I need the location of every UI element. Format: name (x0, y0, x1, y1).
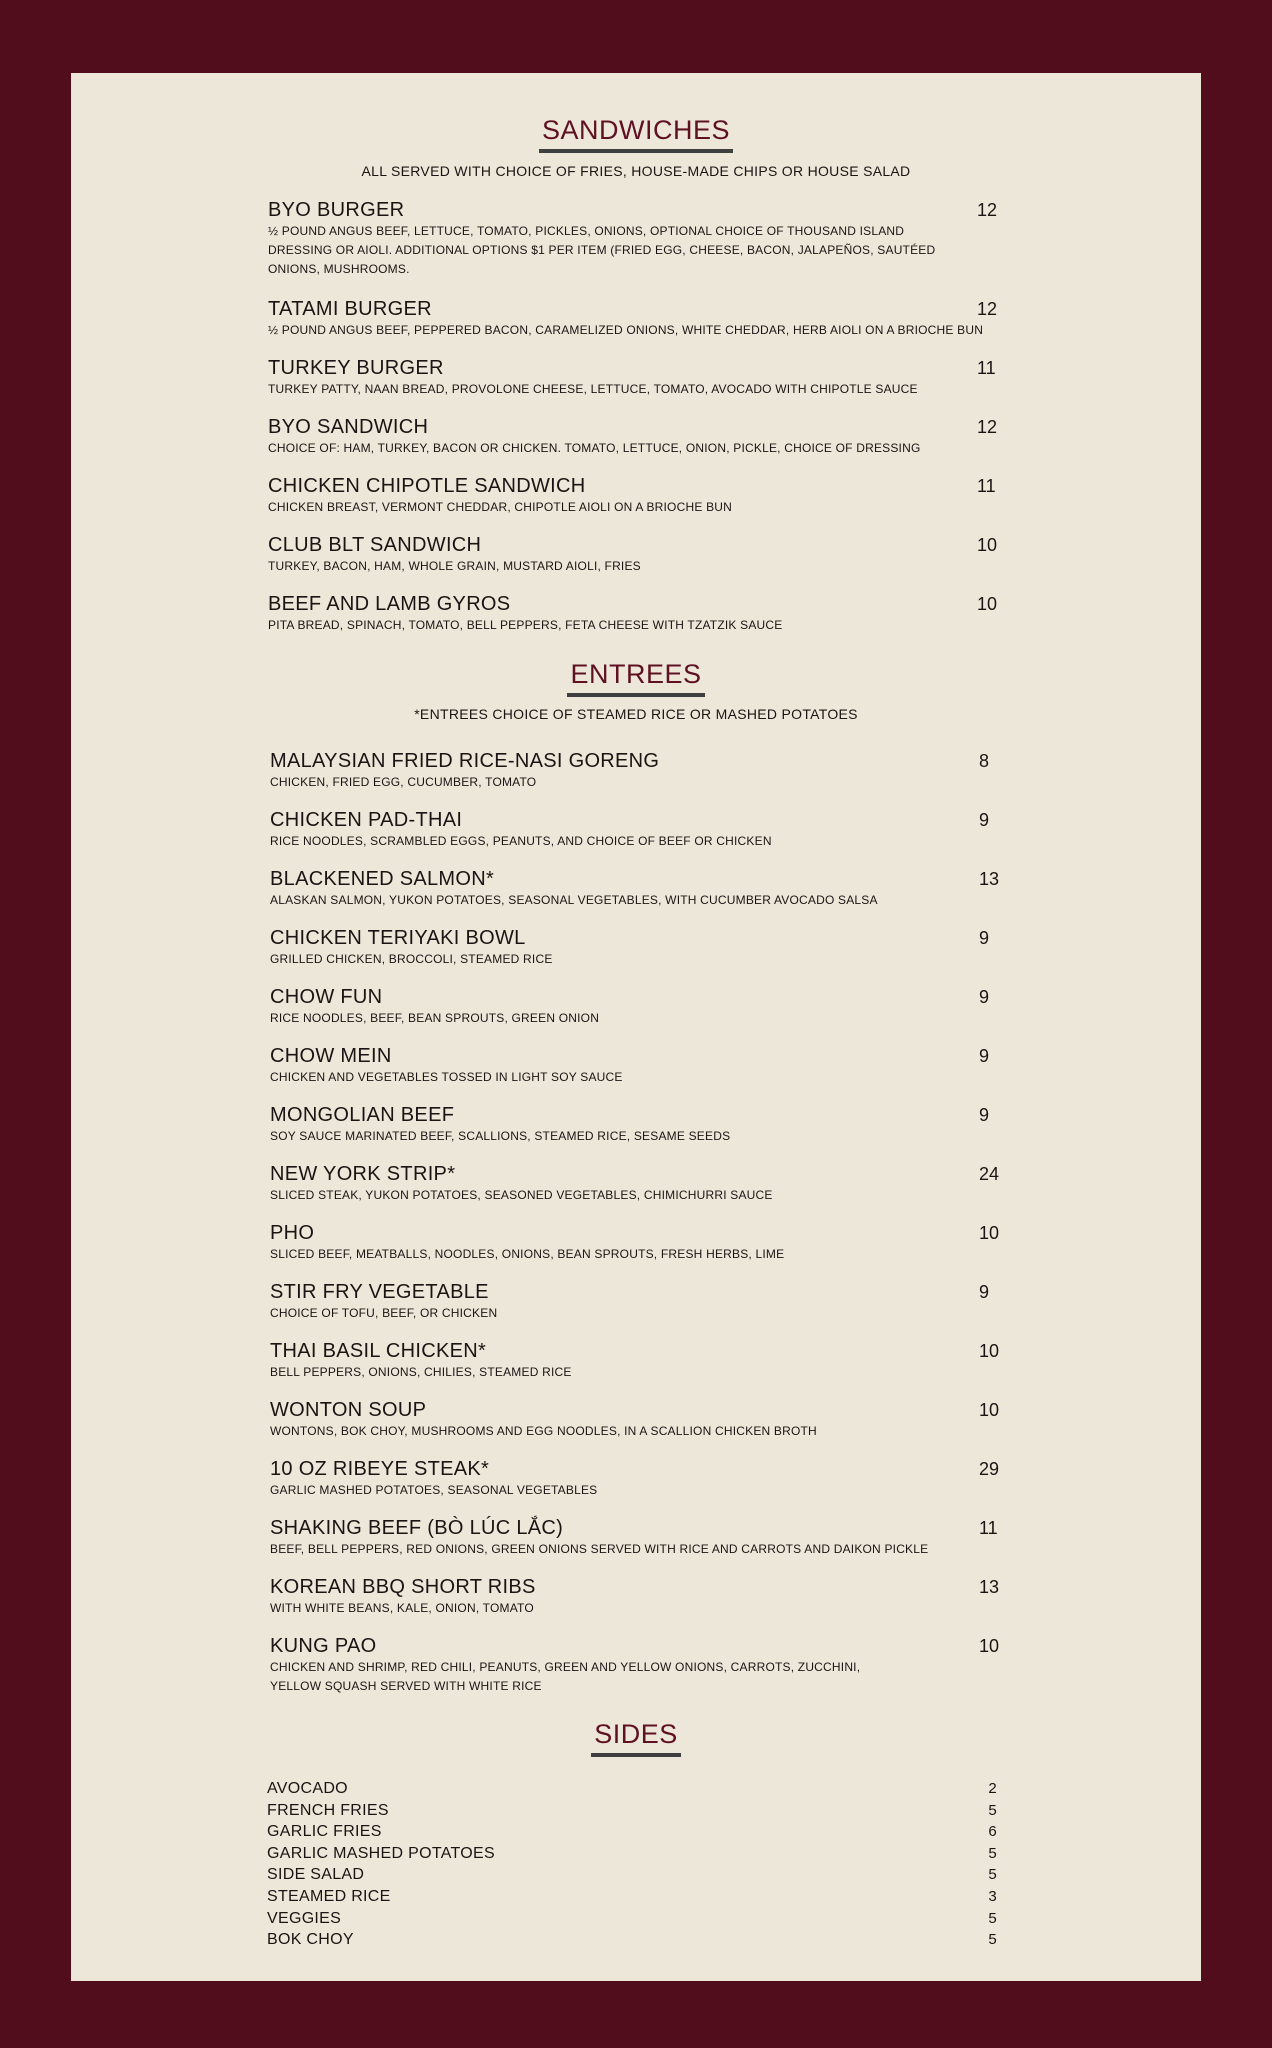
item-name: BYO BURGER (268, 199, 405, 221)
menu-item (270, 1281, 1035, 1323)
entrees-header (71, 659, 1201, 697)
entrees-title: ENTREES (567, 659, 704, 697)
sides-list (267, 1778, 997, 1951)
item-price: 10 (977, 535, 998, 555)
sandwiches-note: ALL SERVED WITH CHOICE OF FRIES, HOUSE-MADE CHIPS OR HOUSE SALAD (361, 163, 911, 179)
side-price: 3 (988, 1887, 997, 1905)
item-price: 11 (977, 358, 996, 378)
item-description: SLICED BEEF, MEATBALLS, NOODLES, ONIONS, BEAN SPROUTS, FRESH HERBS, LIME (270, 1247, 785, 1261)
sides-title: SIDES (591, 1719, 681, 1757)
side-item (267, 1778, 997, 1800)
item-description: ALASKAN SALMON, YUKON POTATOES, SEASONAL VEGETABLES, WITH CUCUMBER AVOCADO SALSA (270, 893, 878, 907)
side-price: 5 (988, 1844, 997, 1862)
menu-item (270, 1458, 1035, 1500)
item-description: ½ POUND ANGUS BEEF, PEPPERED BACON, CARAMELIZED ONIONS, WHITE CHEDDAR, HERB AIOLI ON A BRIOCHE BUN (268, 323, 984, 337)
item-name: BLACKENED SALMON* (270, 868, 495, 890)
menu-item (268, 416, 1033, 458)
item-name: 10 OZ RIBEYE STEAK* (270, 1458, 490, 1480)
item-name: CHICKEN TERIYAKI BOWL (270, 927, 526, 949)
side-item (267, 1929, 997, 1951)
menu-item (270, 1576, 1035, 1618)
item-price: 9 (979, 1046, 990, 1066)
item-description: SLICED STEAK, YUKON POTATOES, SEASONED VEGETABLES, CHIMICHURRI SAUCE (270, 1188, 773, 1202)
menu-item (268, 357, 1033, 399)
item-name: BEEF AND LAMB GYROS (268, 593, 511, 615)
item-description: BEEF, BELL PEPPERS, RED ONIONS, GREEN ONIONS SERVED WITH RICE AND CARROTS AND DAIKON PICKLE (270, 1542, 929, 1556)
item-price: 10 (979, 1400, 1000, 1420)
item-description: WONTONS, BOK CHOY, MUSHROOMS AND EGG NOODLES, IN A SCALLION CHICKEN BROTH (270, 1424, 817, 1438)
menu-item (270, 750, 1035, 792)
side-price: 5 (988, 1931, 997, 1949)
menu-item (270, 1399, 1035, 1441)
item-name: CLUB BLT SANDWICH (268, 534, 482, 556)
item-description: RICE NOODLES, BEEF, BEAN SPROUTS, GREEN ONION (270, 1011, 600, 1025)
sandwiches-header (71, 115, 1201, 153)
item-price: 11 (979, 1518, 998, 1538)
item-price: 12 (977, 200, 998, 220)
item-price: 8 (979, 751, 990, 771)
menu-item (270, 1517, 1035, 1559)
item-description: WITH WHITE BEANS, KALE, ONION, TOMATO (270, 1601, 534, 1615)
menu-item (270, 986, 1035, 1028)
side-item (267, 1843, 997, 1865)
side-price: 5 (988, 1866, 997, 1884)
item-description: ½ POUND ANGUS BEEF, LETTUCE, TOMATO, PICKLES, ONIONS, OPTIONAL CHOICE OF THOUSAND ISLAND DRESSING OR AIOLI. ADDITIONAL OPTIONS $1 PER ITEM (FRIED EGG, CHEESE, BACON, JALAPEÑOS, SAUTÉED ONIONS, MUSHROOMS. (268, 224, 936, 276)
item-name: CHICKEN CHIPOTLE SANDWICH (268, 475, 586, 497)
menu-item (270, 1045, 1035, 1087)
item-price: 9 (979, 810, 990, 830)
side-name: GARLIC MASHED POTATOES (267, 1844, 495, 1862)
item-description: TURKEY PATTY, NAAN BREAD, PROVOLONE CHEESE, LETTUCE, TOMATO, AVOCADO WITH CHIPOTLE SAUCE (268, 382, 918, 396)
item-price: 24 (979, 1164, 1000, 1184)
side-item (267, 1908, 997, 1930)
item-price: 11 (977, 476, 996, 496)
item-price: 9 (979, 987, 990, 1007)
menu-item (270, 1163, 1035, 1205)
menu-item (270, 1340, 1035, 1382)
menu-item (270, 809, 1035, 851)
side-name: AVOCADO (267, 1780, 348, 1797)
item-name: STIR FRY VEGETABLE (270, 1281, 489, 1303)
item-name: CHOW FUN (270, 986, 383, 1008)
side-price: 5 (988, 1909, 997, 1927)
item-description: GARLIC MASHED POTATOES, SEASONAL VEGETABLES (270, 1483, 598, 1497)
item-description: CHICKEN, FRIED EGG, CUCUMBER, TOMATO (270, 775, 537, 789)
item-name: TATAMI BURGER (268, 298, 432, 320)
sides-header (71, 1719, 1201, 1757)
side-item (267, 1886, 997, 1908)
side-name: BOK CHOY (267, 1931, 354, 1949)
side-price: 6 (988, 1823, 997, 1841)
entrees-note: *ENTREES CHOICE OF STEAMED RICE OR MASHED POTATOES (414, 706, 858, 722)
item-price: 9 (979, 1105, 990, 1125)
menu-item (268, 298, 1033, 340)
item-name: NEW YORK STRIP* (270, 1163, 456, 1185)
item-description: CHICKEN BREAST, VERMONT CHEDDAR, CHIPOTLE AIOLI ON A BRIOCHE BUN (268, 500, 733, 514)
menu-item (268, 534, 1033, 576)
menu-item (270, 868, 1035, 910)
side-name: VEGGIES (267, 1909, 342, 1927)
item-name: KOREAN BBQ SHORT RIBS (270, 1576, 536, 1598)
item-name: SHAKING BEEF (BÒ LÚC LẮC) (270, 1517, 564, 1539)
side-item (267, 1800, 997, 1822)
item-price: 13 (979, 869, 1000, 889)
item-price: 9 (979, 928, 990, 948)
menu-item (268, 593, 1033, 635)
item-name: TURKEY BURGER (268, 357, 444, 379)
side-price: 5 (988, 1801, 997, 1819)
item-price: 12 (977, 417, 998, 437)
menu-item (270, 927, 1035, 969)
item-price: 29 (979, 1459, 1000, 1479)
item-price: 12 (977, 299, 998, 319)
side-name: FRENCH FRIES (267, 1801, 389, 1819)
item-price: 10 (979, 1636, 1000, 1656)
item-name: MALAYSIAN FRIED RICE-NASI GORENG (270, 750, 660, 772)
item-name: BYO SANDWICH (268, 416, 429, 438)
sandwiches-title: SANDWICHES (539, 115, 733, 153)
item-name: PHO (270, 1222, 315, 1244)
item-price: 9 (979, 1282, 990, 1302)
item-name: CHOW MEIN (270, 1045, 392, 1067)
item-price: 10 (977, 594, 998, 614)
item-description: GRILLED CHICKEN, BROCCOLI, STEAMED RICE (270, 952, 553, 966)
item-description: TURKEY, BACON, HAM, WHOLE GRAIN, MUSTARD AIOLI, FRIES (268, 559, 641, 573)
side-item (267, 1821, 997, 1843)
item-name: CHICKEN PAD-THAI (270, 809, 463, 831)
item-price: 10 (979, 1341, 1000, 1361)
item-name: KUNG PAO (270, 1635, 377, 1657)
side-name: STEAMED RICE (267, 1887, 391, 1905)
item-name: WONTON SOUP (270, 1399, 427, 1421)
item-description: RICE NOODLES, SCRAMBLED EGGS, PEANUTS, AND CHOICE OF BEEF OR CHICKEN (270, 834, 772, 848)
item-name: THAI BASIL CHICKEN* (270, 1340, 487, 1362)
side-price: 2 (988, 1780, 997, 1797)
menu-item (270, 1635, 1035, 1696)
side-name: GARLIC FRIES (267, 1823, 382, 1841)
menu-item (270, 1222, 1035, 1264)
menu-item (270, 1104, 1035, 1146)
item-description: CHOICE OF TOFU, BEEF, OR CHICKEN (270, 1306, 498, 1320)
item-description: CHOICE OF: HAM, TURKEY, BACON OR CHICKEN. TOMATO, LETTUCE, ONION, PICKLE, CHOICE OF DRESSING (268, 441, 921, 455)
item-name: MONGOLIAN BEEF (270, 1104, 455, 1126)
side-item (267, 1864, 997, 1886)
item-price: 10 (979, 1223, 1000, 1243)
item-description: SOY SAUCE MARINATED BEEF, SCALLIONS, STEAMED RICE, SESAME SEEDS (270, 1129, 731, 1143)
side-name: SIDE SALAD (267, 1866, 365, 1884)
menu-item (268, 475, 1033, 517)
menu-item (268, 199, 1033, 279)
item-description: CHICKEN AND VEGETABLES TOSSED IN LIGHT SOY SAUCE (270, 1070, 623, 1084)
menu-page (71, 73, 1201, 1981)
item-description: CHICKEN AND SHRIMP, RED CHILI, PEANUTS, GREEN AND YELLOW ONIONS, CARROTS, ZUCCHINI, YELLOW SQUASH SERVED WITH WHITE RICE (270, 1660, 861, 1693)
item-description: BELL PEPPERS, ONIONS, CHILIES, STEAMED RICE (270, 1365, 572, 1379)
item-description: PITA BREAD, SPINACH, TOMATO, BELL PEPPERS, FETA CHEESE WITH TZATZIK SAUCE (268, 618, 783, 632)
item-price: 13 (979, 1577, 1000, 1597)
